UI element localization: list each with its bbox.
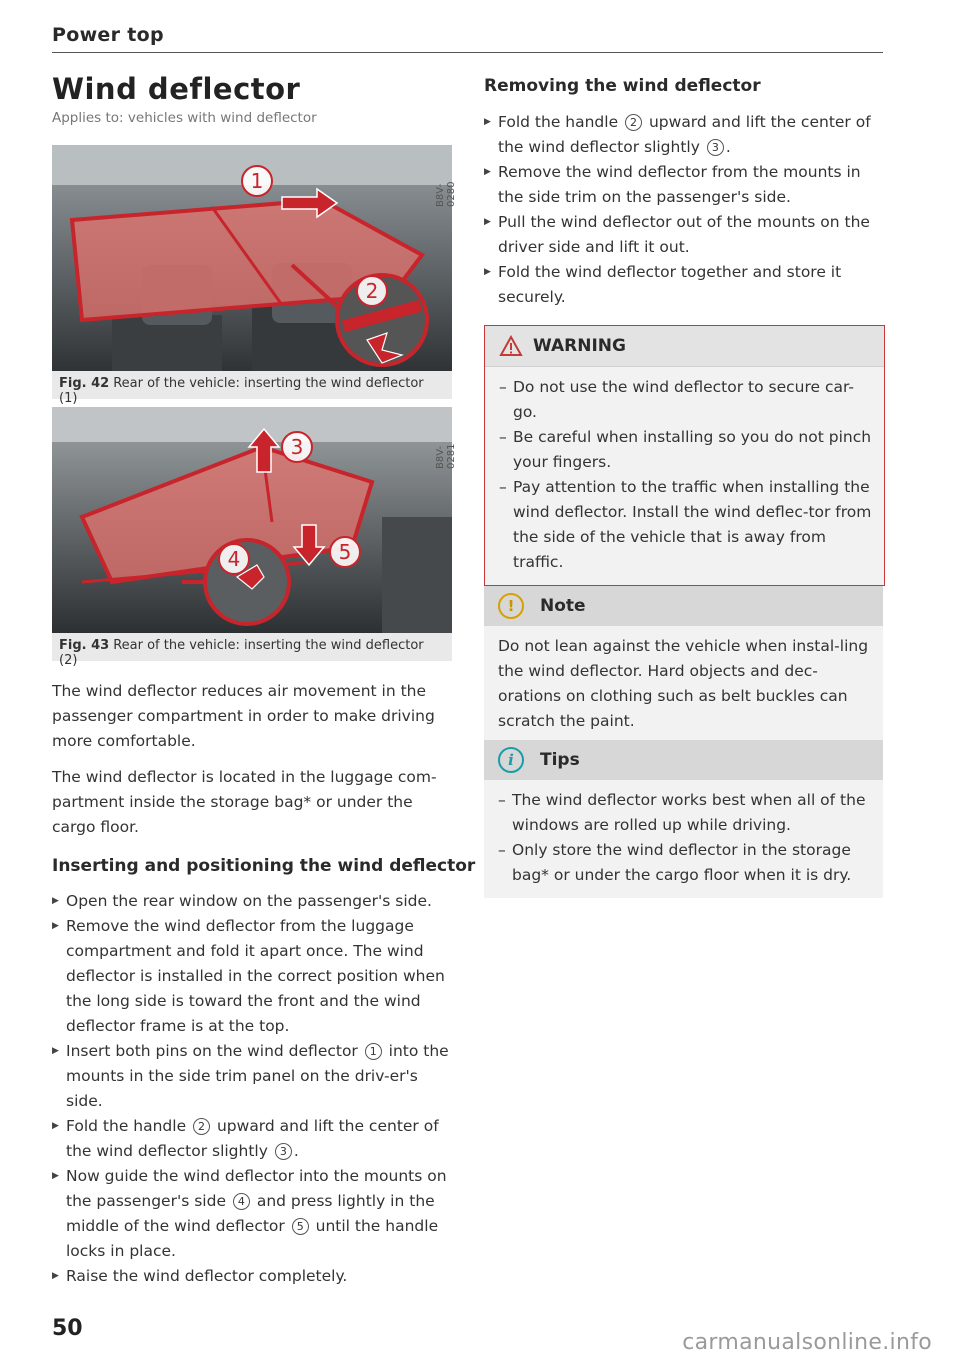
inserting-step-text: Open the rear window on the passenger's side. xyxy=(66,892,432,910)
figure-42-callout-1: 1 xyxy=(250,169,264,193)
removing-step-text: Pull the wind deflector out of the mounts on the driver side and lift it out. xyxy=(498,213,870,256)
inserting-steps-list xyxy=(52,889,452,1289)
intro-paragraph-2: The wind deflector is located in the luggage com-partment inside the storage bag* or under the cargo floor. xyxy=(52,768,437,836)
inserting-step-text: into the mounts in the side trim panel on the driv-er's side. xyxy=(66,1042,449,1110)
figure-42-callout-2: 2 xyxy=(365,279,379,303)
warning-list xyxy=(499,375,872,575)
figure-42-caption-text: Rear of the vehicle: inserting the wind deflector (1) xyxy=(59,376,424,406)
section-title: Power top xyxy=(52,24,164,46)
figure-43-code: B8V-0281 xyxy=(435,443,457,469)
applies-to-note: Applies to: vehicles with wind deflector xyxy=(52,110,317,126)
inserting-heading: Inserting and positioning the wind deflector xyxy=(52,856,476,876)
figure-43-caption xyxy=(52,633,452,668)
inserting-step-text: Now guide the wind deflector into the mounts on the passenger's side xyxy=(66,1167,447,1210)
figure-43-caption-text: Rear of the vehicle: inserting the wind deflector (2) xyxy=(59,638,424,668)
inserting-step-text: and press lightly in the middle of the wind deflector xyxy=(66,1192,435,1235)
callout-number-3: 3 xyxy=(707,139,724,156)
callout-number-3: 3 xyxy=(275,1143,292,1160)
warning-triangle-icon xyxy=(499,335,523,357)
inserting-step xyxy=(52,1114,452,1164)
intro-paragraph-1: The wind deflector reduces air movement in the passenger compartment in order to make driving more comfortable. xyxy=(52,682,435,750)
figure-43-label: Fig. 43 xyxy=(59,638,110,653)
inserting-step-text: Fold the handle xyxy=(66,1117,192,1135)
tips-info-icon: i xyxy=(498,747,524,773)
inserting-step xyxy=(52,914,452,1039)
warning-item: – Pay attention to the traffic when installing the wind deflector. Install the wind deflec-tor from the side of the vehicle that is away from traffic. xyxy=(499,475,872,575)
note-title: Note xyxy=(540,596,586,616)
inserting-step-text: Raise the wind deflector completely. xyxy=(66,1267,348,1285)
figure-42-caption xyxy=(52,371,452,406)
tips-box xyxy=(484,740,883,898)
figure-43-callout-3: 3 xyxy=(290,435,304,459)
note-exclamation-icon: ! xyxy=(498,593,524,619)
page-title: Wind deflector xyxy=(52,72,301,106)
removing-heading: Removing the wind deflector xyxy=(484,76,761,96)
inserting-step xyxy=(52,1264,452,1289)
page-number: 50 xyxy=(52,1316,83,1341)
figure-43-illustration xyxy=(52,407,452,633)
tips-header xyxy=(484,740,883,780)
callout-number-5: 5 xyxy=(292,1218,309,1235)
figure-43-callout-4: 4 xyxy=(227,547,241,571)
callout-number-2: 2 xyxy=(625,114,642,131)
removing-step xyxy=(484,160,884,210)
removing-step xyxy=(484,260,884,310)
callout-number-1: 1 xyxy=(365,1043,382,1060)
tips-title: Tips xyxy=(540,750,580,770)
inserting-step xyxy=(52,889,452,914)
note-text: Do not lean against the vehicle when instal-ling the wind deflector. Hard objects and dec-orations on clothing such as belt buckles can scratch the paint. xyxy=(498,637,869,730)
inserting-step-text: Insert both pins on the wind deflector xyxy=(66,1042,363,1060)
tips-list xyxy=(498,788,871,888)
figure-42 xyxy=(52,145,457,406)
removing-step-text: Fold the handle xyxy=(498,113,624,131)
figure-42-label: Fig. 42 xyxy=(59,376,110,391)
warning-item: – Do not use the wind deflector to secure car-go. xyxy=(499,375,872,425)
callout-number-2: 2 xyxy=(193,1118,210,1135)
figure-43 xyxy=(52,407,457,668)
removing-step-text: . xyxy=(725,138,731,156)
watermark: carmanualsonline.info xyxy=(682,1330,932,1355)
tips-item: – Only store the wind deflector in the storage bag* or under the cargo floor when it is dry. xyxy=(498,838,871,888)
figure-43-callout-5: 5 xyxy=(338,540,352,564)
warning-title: WARNING xyxy=(533,336,626,356)
removing-step-text: upward and lift the center of the wind deflector slightly xyxy=(498,113,871,156)
warning-header xyxy=(485,326,884,367)
removing-step xyxy=(484,110,884,160)
removing-step-text: Fold the wind deflector together and store it securely. xyxy=(498,263,842,306)
page-header xyxy=(52,24,883,53)
removing-steps-list xyxy=(484,110,884,310)
tips-item: – The wind deflector works best when all of the windows are rolled up while driving. xyxy=(498,788,871,838)
removing-step-text: Remove the wind deflector from the mounts in the side trim on the passenger's side. xyxy=(498,163,861,206)
removing-step xyxy=(484,210,884,260)
inserting-step-text: . xyxy=(293,1142,299,1160)
inserting-step-text: Remove the wind deflector from the luggage compartment and fold it apart once. The wind deflector is installed in the correct position when the long side is toward the front and the wind deflector frame is at the top. xyxy=(66,917,445,1035)
figure-42-illustration xyxy=(52,145,452,371)
inserting-step-text: until the handle locks in place. xyxy=(66,1217,439,1260)
inserting-step xyxy=(52,1039,452,1114)
inserting-step-text: upward and lift the center of the wind deflector slightly xyxy=(66,1117,439,1160)
warning-item: – Be careful when installing so you do not pinch your fingers. xyxy=(499,425,872,475)
warning-box xyxy=(484,325,885,586)
figure-42-code: B8V-0280 xyxy=(435,181,457,207)
note-header xyxy=(484,586,883,626)
note-box xyxy=(484,586,883,744)
inserting-step xyxy=(52,1164,452,1264)
callout-number-4: 4 xyxy=(233,1193,250,1210)
